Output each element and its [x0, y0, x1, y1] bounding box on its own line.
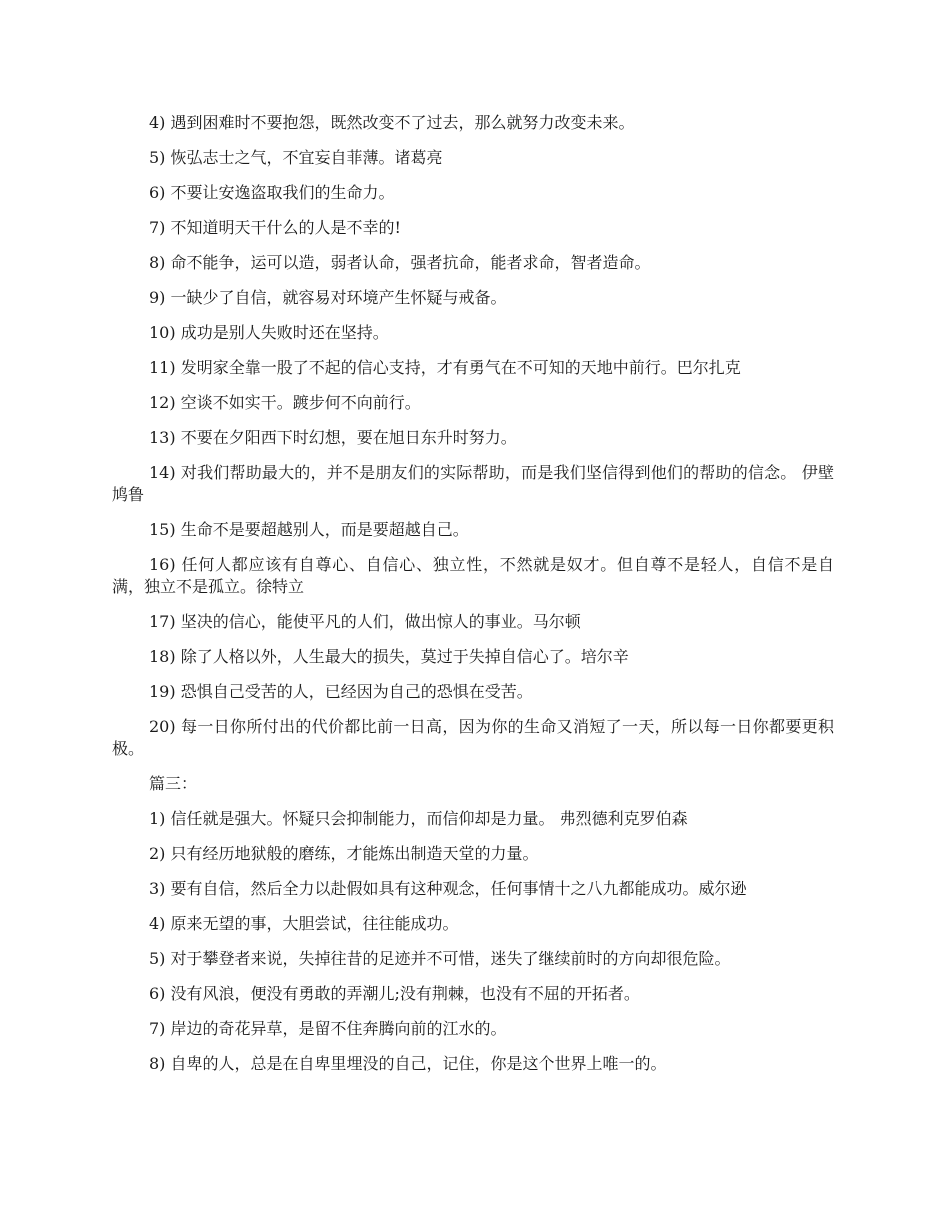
paragraph: 11) 发明家全靠一股了不起的信心支持，才有勇气在不可知的天地中前行。巴尔扎克 [149, 358, 741, 377]
paragraph: 7) 岸边的奇花异草，是留不住奔腾向前的江水的。 [149, 1019, 507, 1038]
paragraph: 9) 一缺少了自信，就容易对环境产生怀疑与戒备。 [149, 288, 507, 307]
paragraph: 2) 只有经历地狱般的磨练，才能炼出制造天堂的力量。 [149, 844, 539, 863]
paragraph: 15) 生命不是要超越别人，而是要超越自己。 [149, 520, 469, 539]
paragraph: 10) 成功是别人失败时还在坚持。 [149, 323, 389, 342]
paragraph: 14) 对我们帮助最大的，并不是朋友们的实际帮助，而是我们坚信得到他们的帮助的信念。 伊壁鸠鲁 [112, 463, 834, 504]
paragraph: 6) 没有风浪，便没有勇敢的弄潮儿;没有荆棘，也没有不屈的开拓者。 [149, 984, 640, 1003]
paragraph: 12) 空谈不如实干。踱步何不向前行。 [149, 393, 421, 412]
document-body [112, 112, 834, 1088]
paragraph: 8) 自卑的人，总是在自卑里埋没的自己，记住，你是这个世界上唯一的。 [149, 1054, 667, 1073]
paragraph: 4) 遇到困难时不要抱怨，既然改变不了过去，那么就努力改变未来。 [149, 113, 635, 132]
paragraph: 19) 恐惧自己受苦的人，已经因为自己的恐惧在受苦。 [149, 682, 533, 701]
paragraph: 7) 不知道明天干什么的人是不幸的! [149, 218, 401, 237]
paragraph: 18) 除了人格以外，人生最大的损失，莫过于失掉自信心了。培尔辛 [149, 647, 629, 666]
paragraph: 17) 坚决的信心，能使平凡的人们，做出惊人的事业。马尔顿 [149, 612, 581, 631]
paragraph: 5) 对于攀登者来说，失掉往昔的足迹并不可惜，迷失了继续前时的方向却很危险。 [149, 949, 731, 968]
paragraph: 1) 信任就是强大。怀疑只会抑制能力，而信仰却是力量。 弗烈德利克罗伯森 [149, 809, 688, 828]
paragraph: 20) 每一日你所付出的代价都比前一日高，因为你的生命又消短了一天，所以每一日你都要更积极。 [112, 717, 834, 758]
paragraph: 6) 不要让安逸盗取我们的生命力。 [149, 183, 395, 202]
paragraph: 8) 命不能争，运可以造，弱者认命，强者抗命，能者求命，智者造命。 [149, 253, 651, 272]
paragraph: 5) 恢弘志士之气，不宜妄自菲薄。诸葛亮 [149, 148, 443, 167]
section-heading: 篇三： [149, 774, 198, 793]
paragraph: 4) 原来无望的事，大胆尝试，往往能成功。 [149, 914, 459, 933]
paragraph: 3) 要有自信，然后全力以赴假如具有这种观念，任何事情十之八九都能成功。威尔逊 [149, 879, 747, 898]
paragraph: 13) 不要在夕阳西下时幻想，要在旭日东升时努力。 [149, 428, 517, 447]
paragraph: 16) 任何人都应该有自尊心、自信心、独立性，不然就是奴才。但自尊不是轻人，自信不是自满，独立不是孤立。徐特立 [112, 555, 834, 596]
